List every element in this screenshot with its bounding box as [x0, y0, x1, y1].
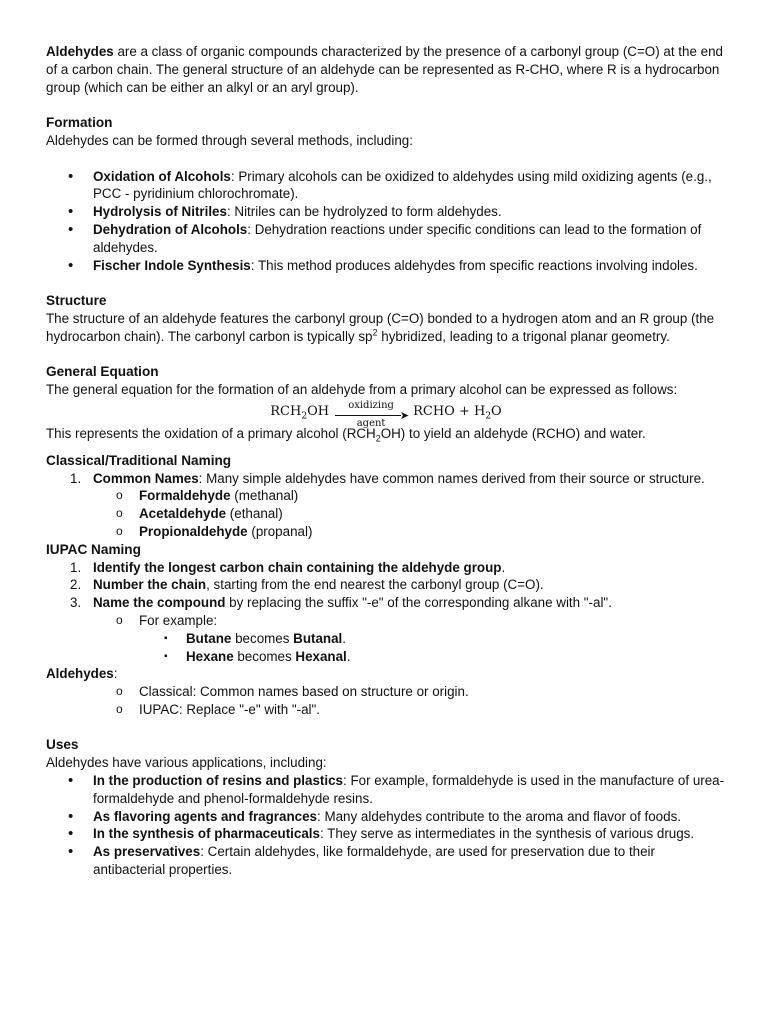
equation-heading: General Equation: [46, 364, 159, 380]
summary-heading: Aldehydes:: [46, 666, 118, 682]
reaction-arrow: oxidizing agent ➤: [333, 401, 409, 421]
list-item: • In the synthesis of pharmaceuticals: They serve as intermediates in the synthesis of various drugs.: [68, 825, 695, 843]
list-item: 1. Common Names: Many simple aldehydes have common names derived from their source or structure.: [70, 470, 705, 486]
list-item: • Dehydration of Alcohols: Dehydration reactions under specific conditions can lead to the formation of aldehydes.: [68, 220, 702, 255]
classical-heading: Classical/Traditional Naming: [46, 452, 232, 468]
list-item: o IUPAC: Replace "-e" with "-al".: [116, 701, 320, 717]
equation-note: This represents the oxidation of a primary alcohol $(RCH_2OH)$ to yield an aldehyde (RCHO) and water.: [46, 425, 646, 444]
document-page: [46, 43, 726, 879]
formation-list: [46, 168, 726, 275]
bullet-marker: •: [68, 203, 74, 221]
list-item: o Classical: Common names based on structure or origin.: [116, 684, 469, 700]
bullet-marker: •: [68, 256, 74, 274]
equation-reactant: $RCH_2OH$: [270, 404, 330, 422]
bullet-marker: •: [68, 772, 74, 790]
intro-term: Aldehydes: [46, 44, 114, 59]
list-item: • As flavoring agents and fragrances: Many aldehydes contribute to the aroma and flavor of foods.: [68, 807, 681, 825]
list-item: • Hydrolysis of Nitriles: Nitriles can be hydrolyzed to form aldehydes.: [68, 203, 502, 221]
list-item: 2. Number the chain, starting from the end nearest the carbonyl group (C=O).: [70, 577, 544, 593]
list-item: ▪ Butane becomes Butanal.: [164, 630, 347, 646]
list-item: 1. Identify the longest carbon chain containing the aldehyde group.: [70, 559, 506, 575]
structure-paragraph: The structure of an aldehyde features the carbonyl group (C=O) bonded to a hydrogen atom and an R group (the hydrocarbon chain). The carbonyl carbon is typically $sp^2$ hybridized, leading to a trigonal planar geometry.: [46, 310, 715, 344]
uses-lead: Aldehydes have various applications, including:: [46, 755, 327, 771]
list-item: • Fischer Indole Synthesis: This method produces aldehydes from specific reactions involving indoles.: [68, 256, 698, 274]
equation-products: RCHO + $H_2O$: [413, 404, 502, 422]
intro-paragraph: Aldehydes are a class of organic compounds characterized by the presence of a carbonyl group (C=O) at the end of a carbon chain. The general structure of an aldehyde can be represented as R-CHO, where R is a hydrocarbon group (which can be either an alkyl or an aryl group).: [46, 44, 723, 95]
iupac-heading: IUPAC Naming: [46, 541, 141, 557]
list-item: 3. Name the compound by replacing the suffix "-e" of the corresponding alkane with "-al".: [70, 595, 612, 611]
equation-lead: The general equation for the formation of an aldehyde from a primary alcohol can be expressed as follows:: [46, 382, 678, 398]
formation-lead: Aldehydes can be formed through several methods, including:: [46, 132, 413, 148]
bullet-marker: •: [68, 167, 74, 185]
list-item: • In the production of resins and plastics: For example, formaldehyde is used in the manufacture of urea-formaldehyde and phenol-formaldehyde resins.: [68, 772, 725, 806]
iupac-steps: [46, 559, 726, 612]
list-item: ▪ Hexane becomes Hexanal.: [164, 648, 351, 664]
bullet-marker: •: [68, 843, 74, 861]
chemical-equation: [46, 399, 726, 429]
arrow-label: oxidizing agent: [348, 399, 394, 429]
summary-list: [46, 683, 726, 719]
list-item: • Oxidation of Alcohols: Primary alcohols can be oxidized to aldehydes using mild oxidizing agents (e.g., PCC - pyridinium chlorochromate).: [68, 167, 712, 202]
uses-list: [46, 772, 726, 879]
formation-heading: Formation: [46, 115, 113, 131]
bullet-marker: •: [68, 825, 74, 843]
bullet-marker: •: [68, 220, 74, 238]
bullet-marker: •: [68, 807, 74, 825]
list-item: o Acetaldehyde (ethanal): [116, 506, 283, 522]
uses-heading: Uses: [46, 737, 79, 753]
list-item: o For example:: [116, 612, 218, 628]
classical-examples: [46, 487, 726, 540]
list-item: o Formaldehyde (methanal): [116, 488, 299, 504]
classical-list: [46, 470, 726, 488]
iupac-example-list: [46, 612, 726, 665]
list-item: o Propionaldehyde (propanal): [116, 523, 313, 539]
list-item: • As preservatives: Certain aldehydes, like formaldehyde, are used for preservation due to their antibacterial properties.: [68, 843, 655, 878]
structure-heading: Structure: [46, 293, 107, 309]
